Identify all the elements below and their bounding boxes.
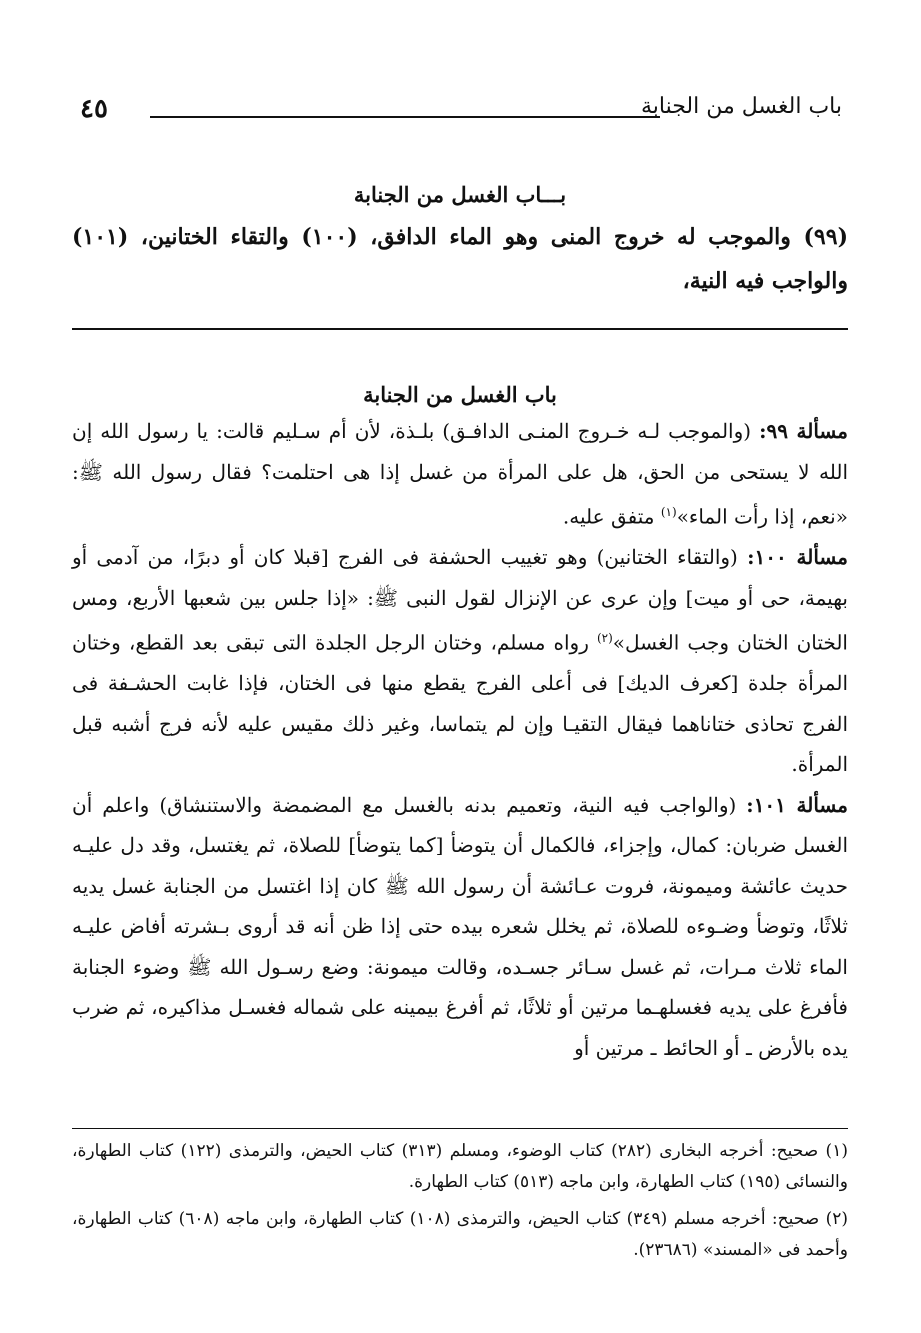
masala-101-text: (والواجب فيه النية، وتعميم بدنه بالغسل مع المضمضة والاستنشاق) واعلم أن الغسل ضربان: كمال، وإجزاء، فالكمال أن يتوضأ [كما يتوضأ] للصلاة، ثم يغتسل، وقد دل عليـه حديث عائشة وميمونة، فروت عـائشة أن رسول الله ﷺ كان إذا اغتسل من الجنابة غسل يديه ثلاثًا، وتوضأ وضـوءه للصلاة، ثم يخلل شعره بيده حتى إذا ظن أنه قد أروى بـشرته أفاض عليـه الماء ثلاث مـرات، ثم غسل سـائر جسـده، وقالت ميمونة: وضع رسـول الله ﷺ وضوء الجنابة فأفرغ على يديه فغسلهـما مرتين أو ثلاثًا، ثم أفرغ بيمينه على شماله فغسـل مذاكيره، ثم ضرب يده بالأرض ـ أو الحائط ـ مرتين أو: [72, 792, 848, 1060]
header-rule: [150, 116, 660, 118]
footnote-1: (١) صحيح: أخرجه البخارى (٢٨٢) كتاب الوضوء، ومسلم (٣١٣) كتاب الحيض، والترمذى (١٢٢) كتاب الطهارة، والنسائى (١٩٥) كتاب الطهارة، وابن ماجه (٥١٣) كتاب الطهارة.: [72, 1141, 848, 1192]
footnote-2: (٢) صحيح: أخرجه مسلم (٣٤٩) كتاب الحيض، والترمذى (١٠٨) كتاب الطهارة، وابن ماجه (٦٠٨) كتاب الطهارة، وأحمد فى «المسند» (٢٣٦٨٦).: [72, 1209, 848, 1260]
commentary-title: باب الغسل من الجنابة: [363, 382, 557, 407]
masala-100-text-end: رواه مسلم، وختان الرجل الجلدة التى تبقى بعد القطع، وختان المرأة جلدة [كعرف الديك] فى أعلى الفرج يقطع منها فى الختان، فإذا غابت الحشـفة فى الفرج تحاذى ختاناهما فيقال التقيـا وإن لم يتماسا، وغير ذلك مقيس عليه لأنه فرج أشبه قبل المرأة.: [72, 630, 848, 777]
matn-title: بـــاب الغسل من الجنابة: [353, 182, 567, 207]
masala-99-text-end: متفق عليه.: [562, 504, 661, 529]
matn-block: [72, 182, 848, 303]
masala-99-text: (والموجب لـه خـروج المنـى الدافـق) بلـذة، لأن أم سـليم قالت: يا رسول الله إن الله لا يستحى من الحق، هل على المرأة من غسل إذا هى احتلمت؟ فقال رسول الله ﷺ: «نعم، إذا رأت الماء»: [72, 419, 848, 529]
masala-100-paragraph: [72, 537, 848, 785]
commentary-block: [72, 382, 848, 1068]
masala-99-label: مسألة ٩٩:: [759, 419, 848, 443]
masala-101-paragraph: [72, 785, 848, 1069]
running-header: [72, 88, 842, 136]
masala-101-label: مسألة ١٠١:: [746, 792, 848, 817]
footnote-rule: [72, 1128, 848, 1129]
masala-100-text: (والتقاء الختانين) وهو تغييب الحشفة فى الفرج [قبلا كان أو دبرًا، من آدمى أو بهيمة، حى أو ميت] وإن عرى عن الإنزال لقول النبى ﷺ: «إذا جلس بين شعبها الأربع، ومس الختان الختان وجب الغسل»: [72, 545, 848, 655]
footnote-ref-1[interactable]: (١): [660, 505, 677, 519]
footnotes: [72, 1136, 848, 1272]
running-title: باب الغسل من الجنابة: [640, 94, 842, 119]
footnote-ref-2[interactable]: (٢): [596, 631, 613, 646]
matn-text: (٩٩) والموجب له خروج المنى وهو الماء الدافق، (١٠٠) والتقاء الختانين، (١٠١) والواجب فيه النية،: [72, 224, 848, 294]
section-divider: [72, 328, 848, 330]
masala-100-label: مسألة ١٠٠:: [747, 545, 848, 570]
page-number: ٤٥: [80, 94, 108, 124]
masala-99-paragraph: [72, 411, 848, 537]
